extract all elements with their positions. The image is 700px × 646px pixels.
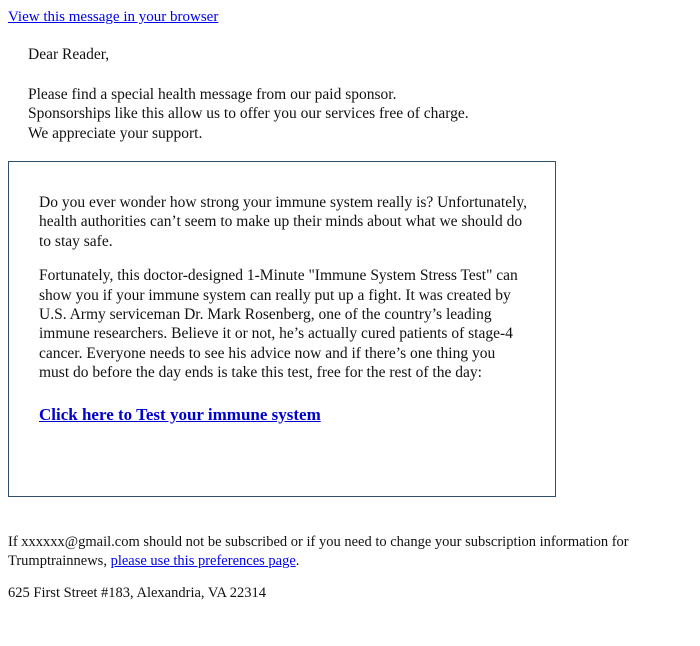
ad-paragraph-1: Do you ever wonder how strong your immune system really is? Unfortunately, health authorities can’t seem to make up their minds about what we should do to stay safe. [39, 194, 528, 250]
mailing-address: 625 First Street #183, Alexandria, VA 22314 [8, 585, 267, 601]
sponsor-ad-box [8, 161, 556, 497]
subscription-notice [8, 533, 688, 570]
subscription-text: If xxxxxx@gmail.com should not be subscribed or if you need to change your subscription information for Trumptrainnews, [8, 534, 629, 569]
preferences-page-link[interactable]: please use this preferences page [110, 552, 296, 569]
ad-paragraph-2: Fortunately, this doctor-designed 1-Minute "Immune System Stress Test" can show you if your immune system can really put up a fight. It was created by U.S. Army serviceman Dr. Mark Rosenberg, one of the country’s leading immune researchers. Believe it or not, he’s actually cured patients of stage-4 cancer. Everyone needs to see his advice now and if there’s one thing you must do before the day ends is take this test, free for the rest of the day: [39, 267, 518, 382]
sponsor-ad-content [39, 193, 529, 426]
view-in-browser-link[interactable]: View this message in your browser [8, 9, 219, 25]
intro-line-1: Please find a special health message from our paid sponsor. [28, 85, 397, 103]
intro-line-3: We appreciate your support. [28, 124, 203, 142]
footer-subscription [8, 533, 688, 570]
greeting: Dear Reader, [28, 46, 110, 63]
subscription-suffix: . [295, 552, 300, 569]
intro-section [28, 45, 588, 143]
intro-line-2: Sponsorships like this allow us to offer you our services free of charge. [28, 105, 469, 122]
test-immune-system-link[interactable]: Click here to Test your immune system [39, 404, 321, 424]
